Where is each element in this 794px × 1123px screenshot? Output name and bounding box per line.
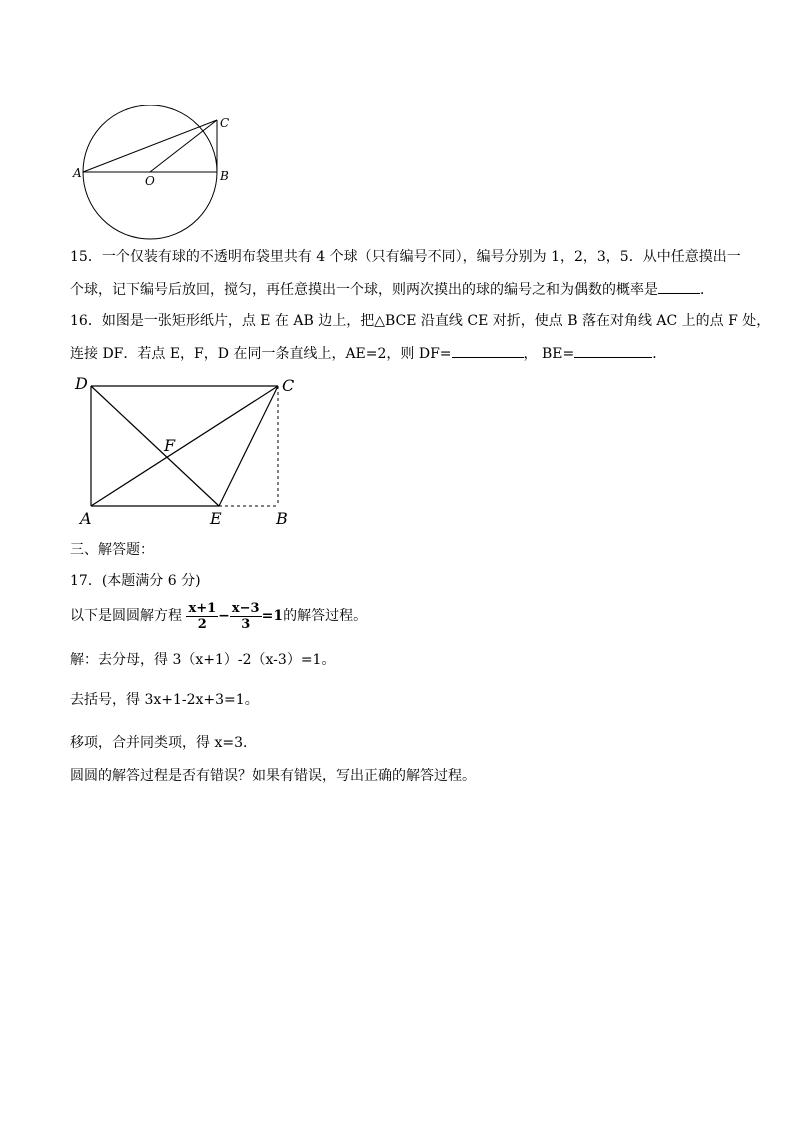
label-f: F: [164, 436, 176, 455]
q17-step3: 移项，合并同类项，得 x=3．: [70, 735, 257, 751]
q15-line2-end: ．: [700, 282, 714, 298]
q15-answer-blank: [658, 279, 700, 294]
q16-line2: [70, 343, 666, 364]
label-c2: C: [282, 376, 295, 395]
q16-df-blank: [452, 343, 524, 358]
diagonal-ac: [91, 386, 278, 506]
q15-line1: 15．一个仅装有球的不透明布袋里共有 4 个球（只有编号不同），编号分别为 1，2，3，5．从中任意摸出一: [70, 249, 741, 265]
section-title: 三、解答题：: [70, 542, 154, 558]
q17-intro-before: 以下是圆圆解方程: [70, 608, 182, 624]
q17-intro: [70, 597, 367, 635]
fraction-2: [230, 601, 262, 632]
label-c: C: [220, 116, 230, 130]
segment-oc: [150, 120, 217, 172]
q17-intro-after: 的解答过程。: [283, 608, 368, 624]
minus-sign: −: [218, 608, 230, 624]
q15-line2-text: 个球，记下编号后放回，搅匀，再任意摸出一个球，则两次摸出的球的编号之和为偶数的概率是: [70, 282, 658, 298]
rectangle-figure: [72, 372, 302, 532]
q16-line2-b: ， BE=: [523, 346, 575, 362]
segment-ac: [83, 120, 217, 172]
label-e: E: [210, 509, 222, 528]
q16-line1: 16．如图是一张矩形纸片，点 E 在 AB 边上，把△BCE 沿直线 CE 对折，使点 B 落在对角线 AC 上的点 F 处，: [70, 313, 771, 329]
label-b: B: [220, 169, 229, 183]
segment-de: [91, 386, 219, 506]
label-b2: B: [276, 509, 288, 528]
q17-step2: 去括号，得 3x+1-2x+3=1。: [70, 692, 259, 708]
q16-line2-end: ．: [652, 346, 667, 362]
label-a2: A: [80, 509, 92, 528]
q17-question: 圆圆的解答过程是否有错误？如果有错误，写出正确的解答过程。: [70, 768, 476, 784]
label-a: A: [73, 166, 82, 180]
equals-one: =1: [261, 608, 284, 624]
fraction-2-denominator: 3: [241, 616, 251, 632]
label-d: D: [75, 374, 88, 393]
q15-line2: [70, 279, 714, 300]
fraction-2-numerator: x−3: [231, 600, 260, 616]
circle-figure: [70, 105, 245, 245]
segment-ce: [219, 386, 278, 506]
q16-be-blank: [574, 343, 652, 358]
fraction-1-numerator: x+1: [188, 600, 217, 616]
q17-step1: 解：去分母，得 3（x+1）-2（x-3）=1。: [70, 652, 336, 668]
label-o: O: [145, 174, 155, 188]
q16-line2-a: 连接 DF．若点 E，F，D 在同一条直线上，AE=2，则 DF=: [70, 346, 452, 362]
fraction-1-denominator: 2: [197, 616, 207, 632]
q17-header: 17．(本题满分 6 分): [70, 573, 201, 589]
fraction-1: [186, 601, 218, 632]
